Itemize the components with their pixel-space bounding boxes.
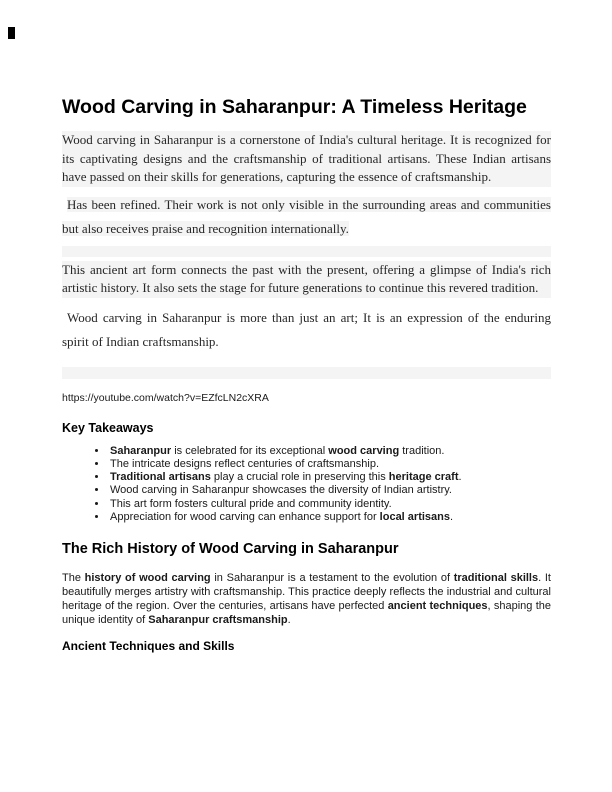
intro-paragraph-4: Wood carving in Saharanpur is more than just an art; It is an expression of the enduring spirit of Indian craftsmanship. — [62, 309, 551, 349]
empty-highlight-band — [62, 246, 551, 257]
video-url-link[interactable]: https://youtube.com/watch?v=EZfcLN2cXRA — [62, 391, 269, 404]
document-content — [62, 94, 551, 666]
intro-paragraph-2 — [62, 193, 551, 242]
takeaway-item: • Saharanpur is celebrated for its exceptional wood carving tradition. — [108, 445, 551, 458]
takeaway-item: • Wood carving in Saharanpur showcases the diversity of Indian artistry. — [108, 484, 551, 497]
takeaway-item: • Appreciation for wood carving can enhance support for local artisans. — [108, 511, 551, 524]
history-paragraph: The history of wood carving in Saharanpur is a testament to the evolution of traditional skills. It beautifully merges artistry with craftsmanship. This practice deeply reflects the industrial and cultural heritage of the region. Over the centuries, artisans have perfected ancient techniques, shaping the unique identity of Saharanpur craftsmanship. — [62, 572, 551, 627]
ancient-techniques-subheading: Ancient Techniques and Skills — [62, 639, 235, 654]
takeaway-item: • This art form fosters cultural pride and community identity. — [108, 498, 551, 511]
history-section-heading: The Rich History of Wood Carving in Saharanpur — [62, 541, 399, 558]
document-title: Wood Carving in Saharanpur: A Timeless Heritage — [62, 96, 527, 118]
key-takeaways-heading: Key Takeaways — [62, 420, 154, 435]
highlighted-text: Has been refined. Their work is not only visible in the surrounding areas and communities but also receives praise and recognition internationally. — [62, 196, 551, 236]
intro-paragraph-3: This ancient art form connects the past with the present, offering a glimpse of India's rich artistic history. It also sets the stage for future generations to continue this revered tradition. — [62, 261, 551, 298]
key-takeaways-list — [62, 445, 551, 525]
takeaway-item: • Traditional artisans play a crucial role in preserving this heritage craft. — [108, 471, 551, 484]
intro-paragraph-1: Wood carving in Saharanpur is a cornerstone of India's cultural heritage. It is recognized for its captivating designs and the craftsmanship of traditional artisans. These Indian artisans have passed on their skills for generations, capturing the essence of craftsmanship. — [62, 131, 551, 187]
page-corner-mark — [8, 27, 15, 39]
empty-highlight-band — [62, 367, 551, 379]
takeaway-item: • The intricate designs reflect centuries of craftsmanship. — [108, 458, 551, 471]
